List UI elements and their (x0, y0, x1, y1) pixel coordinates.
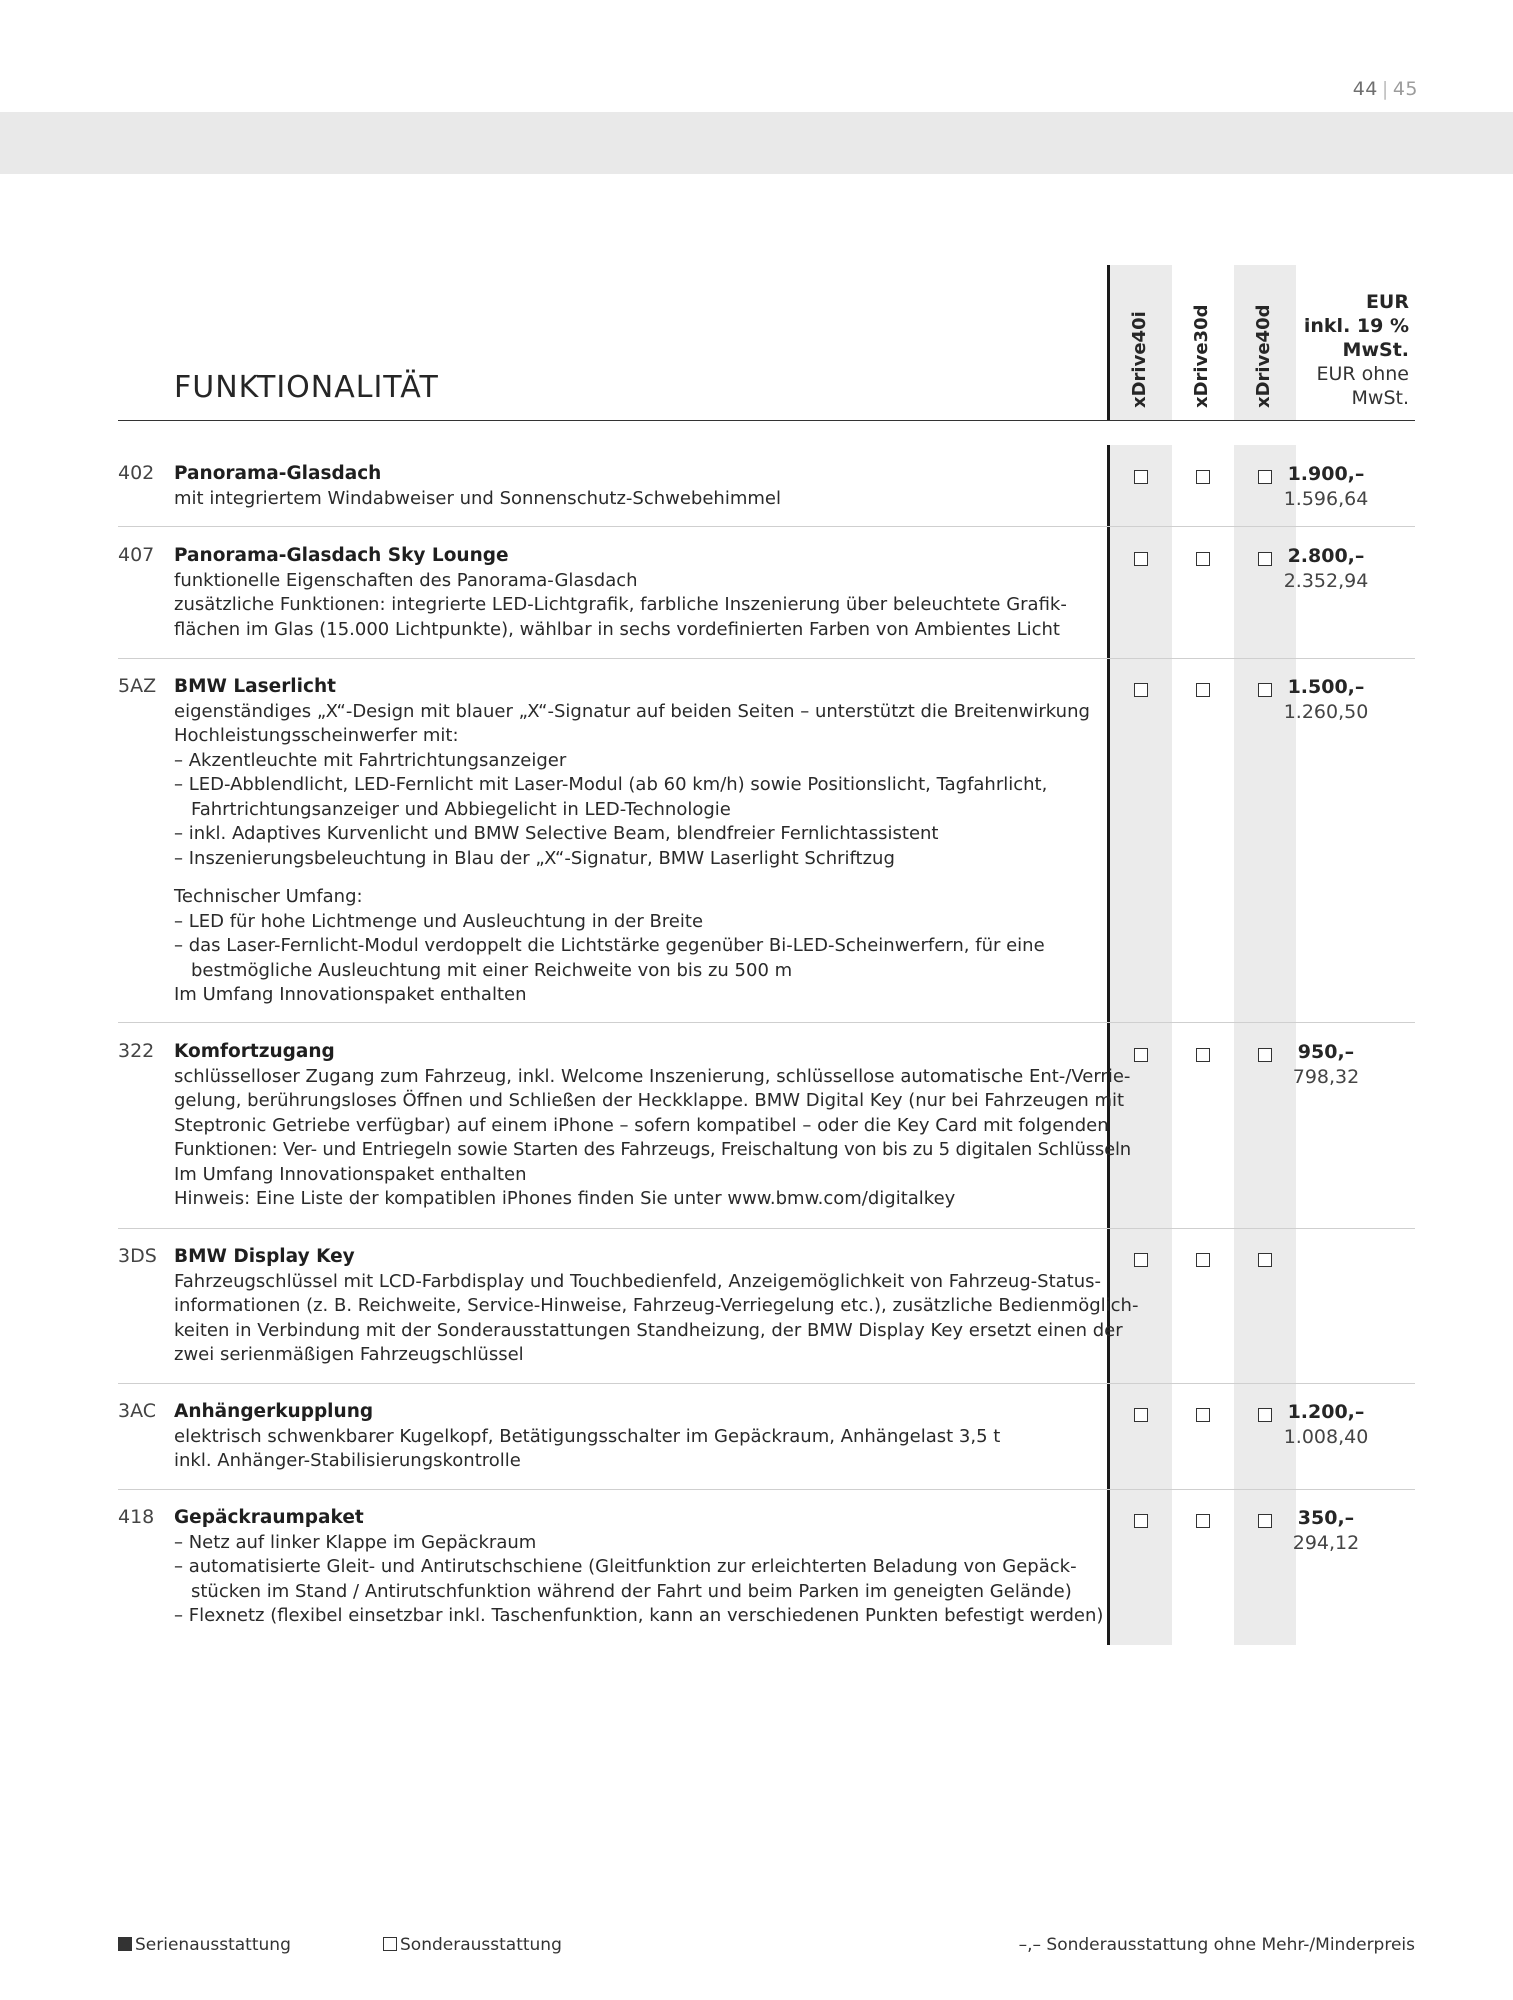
option-row-3ds (118, 1245, 1415, 1384)
checkbox-xdrive40i (1134, 552, 1148, 566)
option-line: flächen im Glas (15.000 Lichtpunkte), wählbar in sechs vordefinierten Farben von Ambientes Licht (174, 618, 1060, 640)
option-line: elektrisch schwenkbarer Kugelkopf, Betätigungsschalter im Gepäckraum, Anhängelast 3,5 t (174, 1425, 1001, 1447)
option-line: – Flexnetz (flexibel einsetzbar inkl. Taschenfunktion, kann an verschiedenen Punkten befestigt werden) (174, 1605, 1104, 1626)
option-name: Gepäckraumpaket (174, 1507, 364, 1528)
option-line: – automatisierte Gleit- und Antirutschschiene (Gleitfunktion zur erleichterten Beladung von Gepäck- (174, 1556, 1077, 1577)
legend-standard (118, 1935, 291, 1955)
option-description (174, 1040, 1214, 1212)
model-label-xdrive30d: xDrive30d (1191, 304, 1212, 408)
model-label-xdrive40d: xDrive40d (1253, 304, 1274, 408)
option-line: Funktionen: Ver- und Entriegeln sowie Starten des Fahrzeugs, Freischaltung von bis zu 5 digitalen Schlüsseln (174, 1139, 1131, 1160)
option-row-402 (118, 462, 1415, 527)
option-row-407 (118, 544, 1415, 659)
price-header-net-1: EUR ohne (1316, 363, 1409, 385)
option-name: Panorama-Glasdach (174, 463, 382, 484)
price-gross: 1.900,– (1287, 463, 1365, 485)
price-header (1304, 290, 1409, 410)
option-line: Hochleistungsscheinwerfer mit: (174, 725, 459, 746)
option-row-5az (118, 675, 1415, 1023)
row-divider (118, 658, 1415, 659)
checkbox-xdrive40i (1134, 1048, 1148, 1062)
option-line: – Akzentleuchte mit Fahrtrichtungsanzeiger (174, 749, 567, 771)
option-name: Anhängerkupplung (174, 1401, 374, 1422)
option-code: 418 (118, 1506, 155, 1528)
checkbox-xdrive40i (1134, 1253, 1148, 1267)
filled-square-icon (118, 1937, 132, 1951)
option-code: 3AC (118, 1400, 157, 1422)
section-title: FUNKTIONALITÄT (174, 370, 439, 405)
price-header-gross-2: inkl. 19 % (1303, 315, 1409, 337)
option-price (1261, 462, 1391, 511)
legend-optional-label: Sonderausstattung (400, 1935, 562, 1955)
option-name: Panorama-Glasdach Sky Lounge (174, 545, 509, 566)
option-name: Komfortzugang (174, 1041, 335, 1062)
checkbox-xdrive30d (1196, 1253, 1210, 1267)
option-code: 3DS (118, 1245, 157, 1267)
checkbox-xdrive30d (1196, 683, 1210, 697)
option-description (174, 1245, 1214, 1368)
checkbox-xdrive40i (1134, 1408, 1148, 1422)
option-code: 407 (118, 544, 155, 566)
checkbox-xdrive40i (1134, 1514, 1148, 1528)
option-line: – LED-Abblendlicht, LED-Fernlicht mit Laser-Modul (ab 60 km/h) sowie Positionslicht, Tagfahrlicht, (174, 774, 1048, 795)
checkbox-xdrive30d (1196, 552, 1210, 566)
option-line: Fahrzeugschlüssel mit LCD-Farbdisplay und Touchbedienfeld, Anzeigemöglichkeit von Fahrzeug-Status- (174, 1270, 1102, 1292)
option-line: Im Umfang Innovationspaket enthalten (174, 1163, 527, 1185)
option-line: – Netz auf linker Klappe im Gepäckraum (174, 1531, 537, 1553)
option-line: informationen (z. B. Reichweite, Service-Hinweise, Fahrzeug-Verriegelung etc.), zusätzliche Bedienmöglich- (174, 1295, 1139, 1316)
model-label-xdrive40i: xDrive40i (1129, 311, 1150, 408)
current-page: 44 (1352, 78, 1378, 100)
price-gross: 950,– (1297, 1041, 1355, 1063)
column-divider-top (1107, 265, 1110, 421)
legend-no-charge (1019, 1935, 1415, 1955)
price-gross: 2.800,– (1287, 545, 1365, 567)
option-line: keiten in Verbindung mit der Sonderausstattungen Standheizung, der BMW Display Key ersetzt einen der (174, 1319, 1123, 1341)
price-header-net-2: MwSt. (1351, 387, 1409, 409)
option-price (1261, 544, 1391, 593)
legend-optional (383, 1935, 562, 1955)
option-line: Hinweis: Eine Liste der kompatiblen iPhones finden Sie unter www.bmw.com/digitalkey (174, 1188, 956, 1209)
option-price (1261, 1506, 1391, 1555)
option-line: gelung, berührungsloses Öffnen und Schließen der Heckklappe. BMW Digital Key (nur bei Fahrzeugen mit (174, 1090, 1125, 1111)
option-line: Im Umfang Innovationspaket enthalten (174, 984, 527, 1005)
checkbox-xdrive30d (1196, 1514, 1210, 1528)
header-rule (118, 420, 1415, 421)
option-line: – inkl. Adaptives Kurvenlicht und BMW Selective Beam, blendfreier Fernlichtassistent (174, 823, 939, 844)
price-net: 1.596,64 (1283, 487, 1369, 510)
option-line: zwei serienmäßigen Fahrzeugschlüssel (174, 1344, 524, 1365)
row-divider (118, 1489, 1415, 1490)
option-price (1261, 1400, 1391, 1449)
price-gross: 350,– (1297, 1507, 1355, 1529)
option-price (1261, 1040, 1391, 1089)
option-line: funktionelle Eigenschaften des Panorama-Glasdach (174, 569, 638, 591)
price-header-gross-1: EUR (1365, 291, 1409, 313)
checkbox-xdrive30d (1196, 1408, 1210, 1422)
option-row-322 (118, 1040, 1415, 1229)
option-name: BMW Laserlicht (174, 676, 336, 697)
option-description (174, 1400, 1214, 1474)
option-line: Technischer Umfang: (174, 886, 363, 907)
option-line: bestmögliche Ausleuchtung mit einer Reichweite von bis zu 500 m (191, 959, 793, 981)
option-line: eigenständiges „X“-Design mit blauer „X“-Signatur auf beiden Seiten – unterstützt die Breitenwirkung (174, 700, 1090, 722)
option-line: Steptronic Getriebe verfügbar) auf einem iPhone – sofern kompatibel – oder die Key Card mit folgenden (174, 1114, 1109, 1136)
option-line: mit integriertem Windabweiser und Sonnenschutz-Schwebehimmel (174, 487, 781, 509)
option-line: schlüsselloser Zugang zum Fahrzeug, inkl. Welcome Inszenierung, schlüssellose automatische Ent-/Verrie- (174, 1065, 1131, 1087)
row-divider (118, 1228, 1415, 1229)
row-divider (118, 526, 1415, 527)
price-net: 2.352,94 (1283, 569, 1369, 592)
option-line: stücken im Stand / Antirutschfunktion während der Fahrt und beim Parken im geneigten Gelände) (191, 1580, 1072, 1602)
option-code: 5AZ (118, 675, 157, 697)
option-line: – das Laser-Fernlicht-Modul verdoppelt die Lichtstärke gegenüber Bi-LED-Scheinwerfern, für eine (174, 935, 1045, 956)
option-description (174, 462, 1214, 511)
option-line: – LED für hohe Lichtmenge und Ausleuchtung in der Breite (174, 910, 704, 932)
checkbox-xdrive40i (1134, 470, 1148, 484)
checkbox-xdrive30d (1196, 1048, 1210, 1062)
option-line: zusätzliche Funktionen: integrierte LED-Lichtgrafik, farbliche Inszenierung über beleuchtete Grafik- (174, 594, 1067, 615)
option-description (174, 1506, 1214, 1629)
option-row-3ac (118, 1400, 1415, 1490)
option-description (174, 675, 1214, 1008)
option-price (1261, 675, 1391, 724)
next-page: 45 (1392, 78, 1418, 100)
checkbox-xdrive40i (1134, 683, 1148, 697)
checkbox-xdrive30d (1196, 470, 1210, 484)
price-header-gross-3: MwSt. (1342, 339, 1409, 361)
option-description (174, 544, 1214, 642)
price-gross: 1.500,– (1287, 676, 1365, 698)
option-code: 322 (118, 1040, 155, 1062)
page-number (1353, 78, 1418, 100)
option-name: BMW Display Key (174, 1246, 355, 1267)
price-net: 1.260,50 (1283, 700, 1369, 723)
price-net: 1.008,40 (1283, 1425, 1369, 1448)
page-separator: | (1381, 78, 1389, 100)
row-divider (118, 1022, 1415, 1023)
option-line: inkl. Anhänger-Stabilisierungskontrolle (174, 1450, 521, 1471)
price-gross: 1.200,– (1287, 1401, 1365, 1423)
legend-no-charge-label: –,– Sonderausstattung ohne Mehr-/Minderpreis (1018, 1935, 1415, 1955)
legend-standard-label: Serienausstattung (135, 1935, 291, 1955)
option-row-418 (118, 1506, 1415, 1626)
option-line: Fahrtrichtungsanzeiger und Abbiegelicht in LED-Technologie (191, 798, 731, 820)
option-code: 402 (118, 462, 155, 484)
row-divider (118, 1383, 1415, 1384)
option-line: – Inszenierungsbeleuchtung in Blau der „X“-Signatur, BMW Laserlight Schriftzug (174, 847, 895, 869)
price-net: 294,12 (1292, 1531, 1360, 1554)
open-square-icon (383, 1937, 397, 1951)
checkbox-xdrive40d (1258, 1253, 1272, 1267)
header-band (0, 112, 1513, 174)
price-net: 798,32 (1292, 1065, 1360, 1088)
